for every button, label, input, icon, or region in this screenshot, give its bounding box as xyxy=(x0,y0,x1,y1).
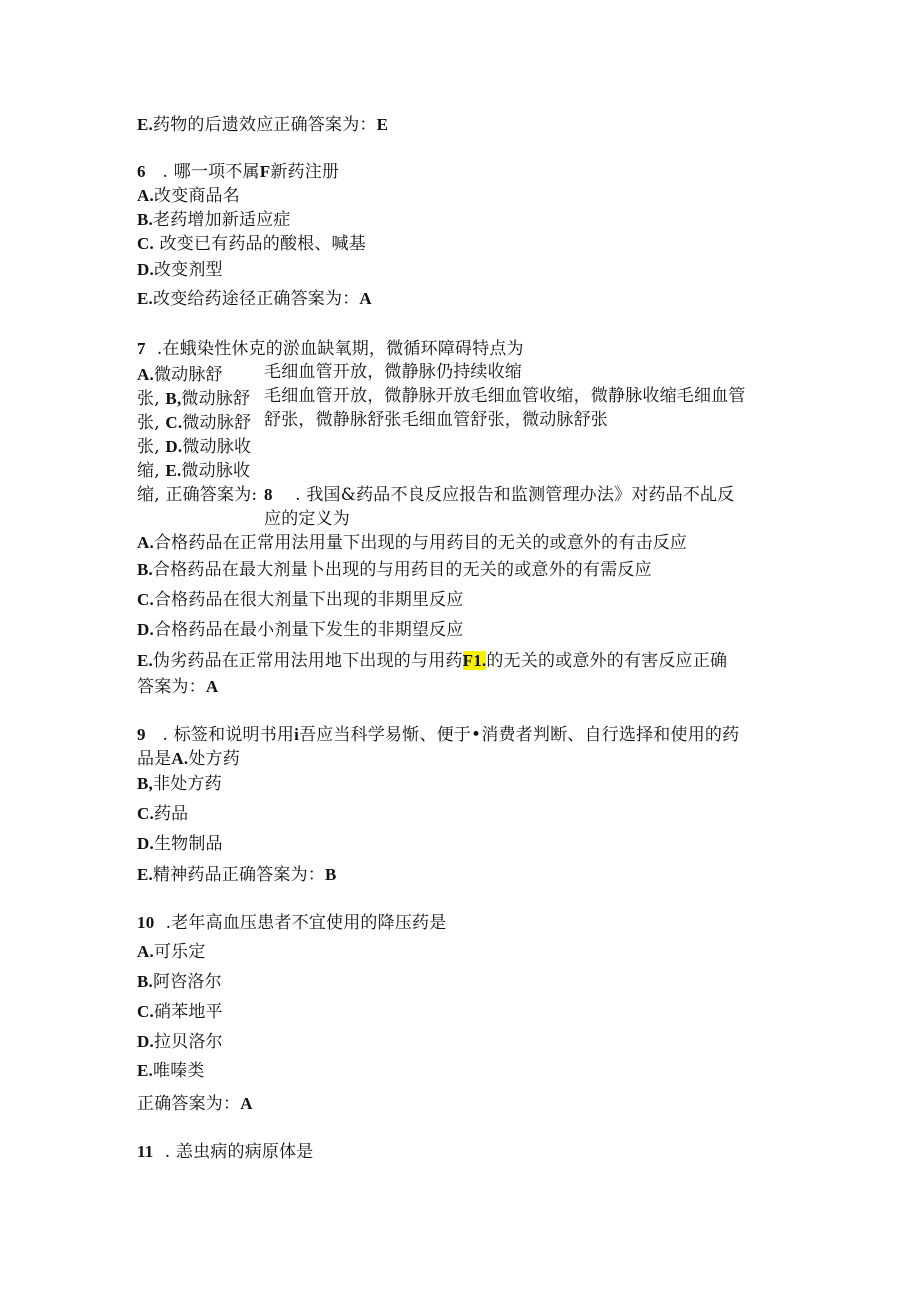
q9-option-d: D.生物制品 xyxy=(137,834,223,854)
q11-stem: 11 . 恙虫病的病原体是 xyxy=(137,1142,314,1162)
q8-stem: 8 . 我国&药品不良反应报告和监测管理办法》对药品不乩反 xyxy=(264,485,735,505)
q7-stem: 7 .在蛾染性休克的淤血缺氧期，微循环障碍特点为 xyxy=(137,339,524,359)
q7-left-3: 张, C.微动脉舒 xyxy=(137,413,252,433)
q8-option-e: E.伪劣药品在正常用法用地下出现的与用药F1.的无关的或意外的有害反应正确 xyxy=(137,651,728,671)
q6-stem: 6 . 哪一项不属F新药注册 xyxy=(137,162,340,182)
q10-option-d: D.拉贝洛尔 xyxy=(137,1032,223,1052)
q7-right-2: 毛细血管开放，微静脉开放毛细血管收缩，微静脉收缩毛细血管 xyxy=(264,386,746,406)
q9-stem-line2: 品是A.处方药 xyxy=(137,749,240,769)
q7-left-4: 张, D.微动脉收 xyxy=(137,437,252,457)
q6-option-c: C. 改变已有药品的酸根、喊基 xyxy=(137,234,366,254)
q6-option-d: D.改变剂型 xyxy=(137,260,223,280)
q9-stem: 9 . 标签和说明书用i吾应当科学易惭、便于•消费者判断、自行选择和使用的药 xyxy=(137,725,740,745)
q8-option-a: A.合格药品在正常用法用量下出现的与用药目的无关的或意外的有击反应 xyxy=(137,533,688,553)
q9-option-e: E.精神药品正确答案为：B xyxy=(137,865,337,885)
highlight-mark: F1. xyxy=(462,651,487,670)
q5-option-e: E.药物的后遗效应正确答案为：E xyxy=(137,115,389,135)
q10-option-b: B.阿咨洛尔 xyxy=(137,972,222,992)
q7-left-2: 张, B,微动脉舒 xyxy=(137,389,251,409)
q7-right-1: 毛细血管开放，微静脉仍持续收缩 xyxy=(264,362,522,382)
q8-answer: 答案为：A xyxy=(137,677,219,697)
q8-stem-line2: 应的定义为 xyxy=(264,509,350,529)
q10-stem: 10 .老年高血压患者不宜使用的降压药是 xyxy=(137,913,447,933)
q7-right-3: 舒张，微静脉舒张毛细血管舒张，微动脉舒张 xyxy=(264,410,608,430)
q7-left-5: 缩, E.微动脉收 xyxy=(137,461,251,481)
q8-option-b: B.合格药品在最大剂量卜出现的与用药目的无关的或意外的有需反应 xyxy=(137,560,652,580)
q8-option-d: D.合格药品在最小剂量下发生的非期望反应 xyxy=(137,620,464,640)
q7-left-6: 缩, 正确答案为: xyxy=(137,485,258,505)
q10-option-c: C.硝苯地平 xyxy=(137,1002,223,1022)
q6-option-b: B.老药增加新适应症 xyxy=(137,210,291,230)
q9-option-b: B,非处方药 xyxy=(137,774,222,794)
q6-option-e: E.改变给药途径正确答案为：A xyxy=(137,289,372,309)
q10-option-a: A.可乐定 xyxy=(137,942,206,962)
q8-option-c: C.合格药品在很大剂量下出现的非期里反应 xyxy=(137,590,464,610)
q6-option-a: A.改变商品名 xyxy=(137,186,240,206)
q9-option-c: C.药品 xyxy=(137,804,189,824)
q10-option-e: E.唯嗪类 xyxy=(137,1061,205,1081)
q10-answer: 正确答案为：A xyxy=(137,1094,253,1114)
q7-left-1: A.微动脉舒 xyxy=(137,365,223,385)
